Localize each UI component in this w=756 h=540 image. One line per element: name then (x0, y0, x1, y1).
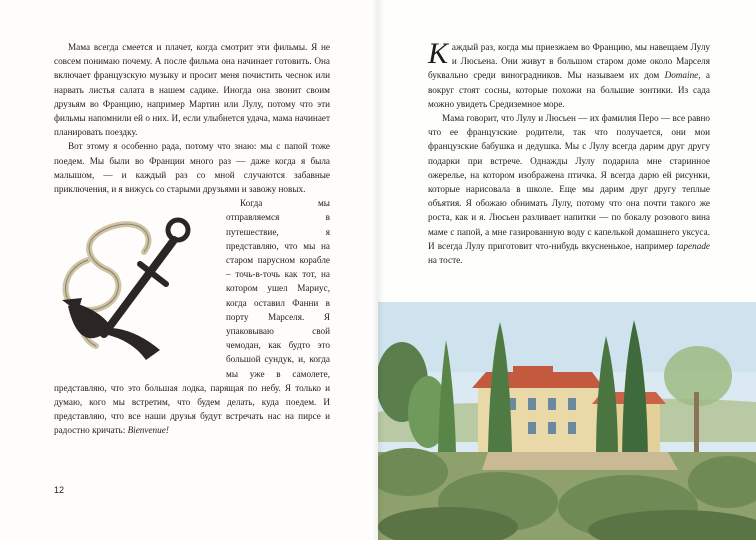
anchor-figure (48, 200, 220, 380)
left-paragraph-1: Мама всегда смеется и плачет, когда смотрит эти фильмы. Я не совсем понимаю почему. А после фильма она начинает готовить. Она включает французскую музыку и просит меня почистить чеснок или нарвать листья салата в нашем садике. Иногда она звонит своим друзьям во Францию, например Мартин или Лулу, потому что эти фильмы напомнили ей о них. И, если улыбнется удача, мама начинает планировать поездку. (54, 42, 330, 138)
anchor-icon (48, 200, 220, 370)
left-text-column (54, 40, 330, 438)
right-p2-a: Мама говорит, что Лулу и Люсьен — их фамилия Перо — все равно что ее французские родители, так что получается, они мои французские бабушка и дедушка. Мы с Лулу всегда дарим друг другу подарки при встрече. Однажды Лулу подарила мне старинное ожерелье, на котором изображена птичка. Я всегда дарю ей рисунки, которые нарисовала в школе. Еще мы дарим друг другу теплые объятия. Я обожаю обнимать Лулу, потому что она почти такого же роста, как и я. Люсьен разливает напитки — по бокалу розового вина маме с папой, а мне газированную воду с капелькой домашнего уксуса. И всегда Лулу приготовит что-нибудь вкусненькое, например (428, 113, 710, 251)
house-painting (378, 302, 756, 540)
right-p1-a: аждый раз, когда мы приезжаем во Францию, мы навещаем Лулу и Люсьена. Они живут в большом старом доме около Марселя буквально среди виноградников. Мы называем их дом (428, 42, 710, 81)
bienvenue-italic: Bienvenue! (127, 425, 169, 436)
tapenade-italic: tapenade (676, 240, 710, 251)
left-paragraph-2: Вот этому я особенно рада, потому что знаю: мы с папой тоже поедем. Мы были во Франции много раз — даже когда я была малышом, — и каждый раз со мной случаются забавные приключения, и я вижусь со старыми друзьями и завожу новых. (54, 141, 330, 195)
book-gutter (372, 0, 384, 540)
right-text-column (428, 37, 710, 267)
right-paragraph-2 (428, 111, 710, 267)
left-paragraph-3-text: Когда мы отправляемся в путешествие, я представляю, что мы на старом парусном корабле – точь-в-точь как тот, на котором ушел Мариус, когда оставил Фанни в порту Марселя. Я упаковываю свой чемодан, как будто это большой сундук, и, когда мы уже в самолете, представляю, что это большая лодка, парящая по небу. Я только и думаю, кого мы встретим, что будем делать, куда поедем. И представляю, что все наши друзья будут встречать нас на пирсе и радостно кричать: (54, 198, 330, 436)
right-page (378, 0, 756, 540)
page-number: 12 (54, 485, 65, 495)
right-p2-b: на тосте. (428, 255, 463, 266)
right-p1-b: , а вокруг стоят сосны, которые похожи на большие зонтики. Из сада можно увидеть Средиземное море. (428, 70, 710, 109)
domaine-italic: Domaine (664, 70, 699, 81)
dropcap: К (428, 37, 448, 70)
right-paragraph-1 (428, 37, 710, 111)
